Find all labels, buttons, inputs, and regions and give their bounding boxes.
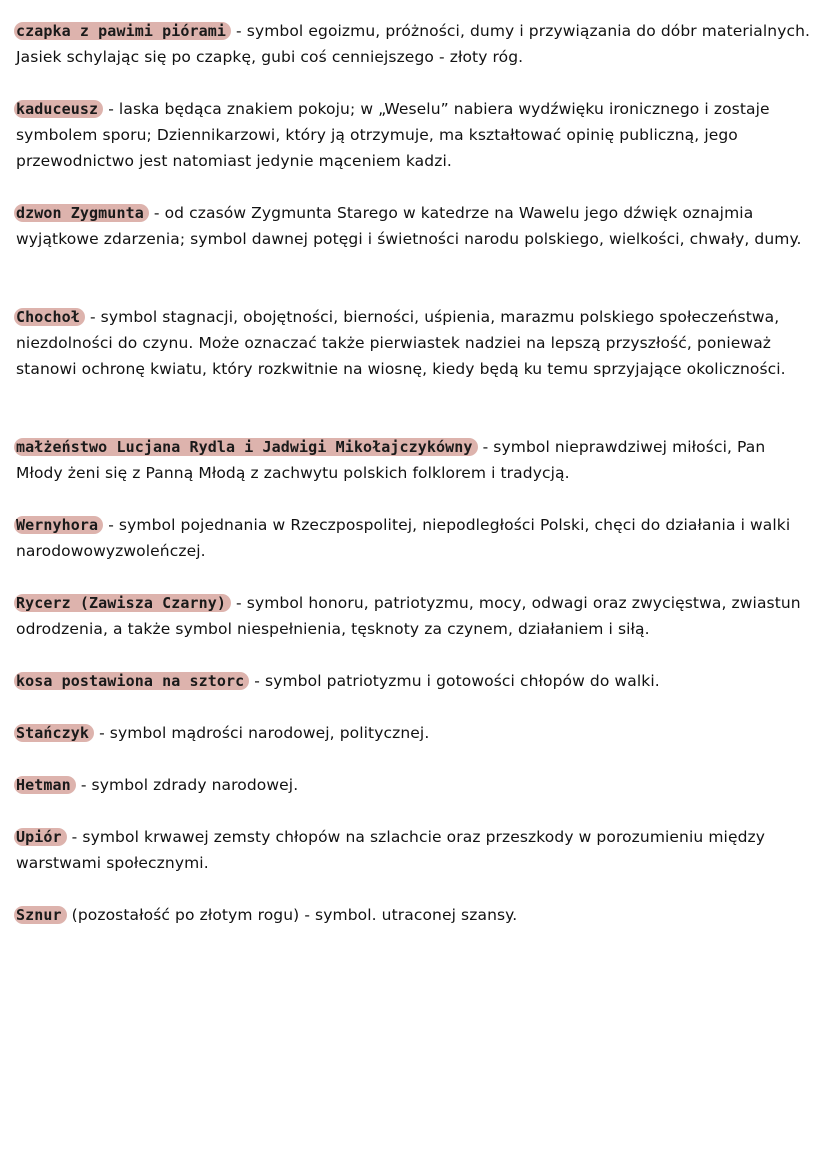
entry-description: - symbol patriotyzmu i gotowości chłopów do walki.: [249, 672, 660, 690]
entry-term: Rycerz (Zawisza Czarny): [14, 594, 231, 612]
entry-description: - symbol honoru, patriotyzmu, mocy, odwagi oraz zwycięstwa, zwiastun odrodzenia, a także symbol niespełnienia, tęsknoty za czynem, działaniem i siłą.: [16, 594, 801, 638]
entry-sznur: [16, 902, 816, 928]
entry-description: - symbol nieprawdziwej miłości, Pan Młody żeni się z Panną Młodą z zachwytu polskich folklorem i tradycją.: [16, 438, 766, 482]
entry-term: kaduceusz: [14, 100, 103, 118]
entry-term: kosa postawiona na sztorc: [14, 672, 249, 690]
entry-description: - symbol egoizmu, próżności, dumy i przywiązania do dóbr materialnych. Jasiek schylając się po czapkę, gubi coś cenniejszego - złoty róg.: [16, 22, 811, 66]
entry-description: - symbol krwawej zemsty chłopów na szlachcie oraz przeszkody w porozumieniu między warstwami społecznymi.: [16, 828, 766, 872]
entry-term: czapka z pawimi piórami: [14, 22, 231, 40]
entry-malzenstwo: [16, 434, 816, 486]
entry-description: - symbol mądrości narodowej, politycznej.: [94, 724, 430, 742]
entry-rycerz: [16, 590, 816, 642]
entry-description: - symbol pojednania w Rzeczpospolitej, niepodległości Polski, chęci do działania i walki narodowowyzwoleńczej.: [16, 516, 791, 560]
entry-kosa: [16, 668, 816, 694]
entry-chochol: [16, 304, 816, 382]
entry-term: małżeństwo Lucjana Rydla i Jadwigi Mikołajczykówny: [14, 438, 478, 456]
entry-dzwon-zygmunta: [16, 200, 816, 252]
entry-czapka: [16, 18, 816, 70]
entry-term: Stańczyk: [14, 724, 94, 742]
entry-kaduceusz: [16, 96, 816, 174]
entry-upior: [16, 824, 816, 876]
entry-description: - symbol stagnacji, obojętności, bierności, uśpienia, marazmu polskiego społeczeństwa, niezdolności do czynu. Może oznaczać także pierwiastek nadziei na lepszą przyszłość, ponieważ stanowi ochronę kwiatu, który rozkwitnie na wiosnę, kiedy będą ku temu sprzyjające okoliczności.: [16, 308, 786, 378]
entry-term: Upiór: [14, 828, 67, 846]
entry-wernyhora: [16, 512, 816, 564]
entry-description: (pozostałość po złotym rogu) - symbol. utraconej szansy.: [66, 906, 518, 924]
entry-description: - symbol zdrady narodowej.: [75, 776, 299, 794]
entry-description: - od czasów Zygmunta Starego w katedrze na Wawelu jego dźwięk oznajmia wyjątkowe zdarzenia; symbol dawnej potęgi i świetności narodu polskiego, wielkości, chwały, dumy.: [16, 204, 802, 248]
entry-description: - laska będąca znakiem pokoju; w „Weselu” nabiera wydźwięku ironicznego i zostaje symbolem sporu; Dziennikarzowi, który ją otrzymuje, ma kształtować opinię publiczną, jego przewodnictwo jest natomiast jedynie mąceniem kadzi.: [16, 100, 770, 170]
entry-term: Chochoł: [14, 308, 85, 326]
entry-hetman: [16, 772, 816, 798]
entry-term: Sznur: [14, 906, 67, 924]
entry-term: dzwon Zygmunta: [14, 204, 149, 222]
entry-stanczyk: [16, 720, 816, 746]
entry-term: Wernyhora: [14, 516, 103, 534]
entry-term: Hetman: [14, 776, 76, 794]
